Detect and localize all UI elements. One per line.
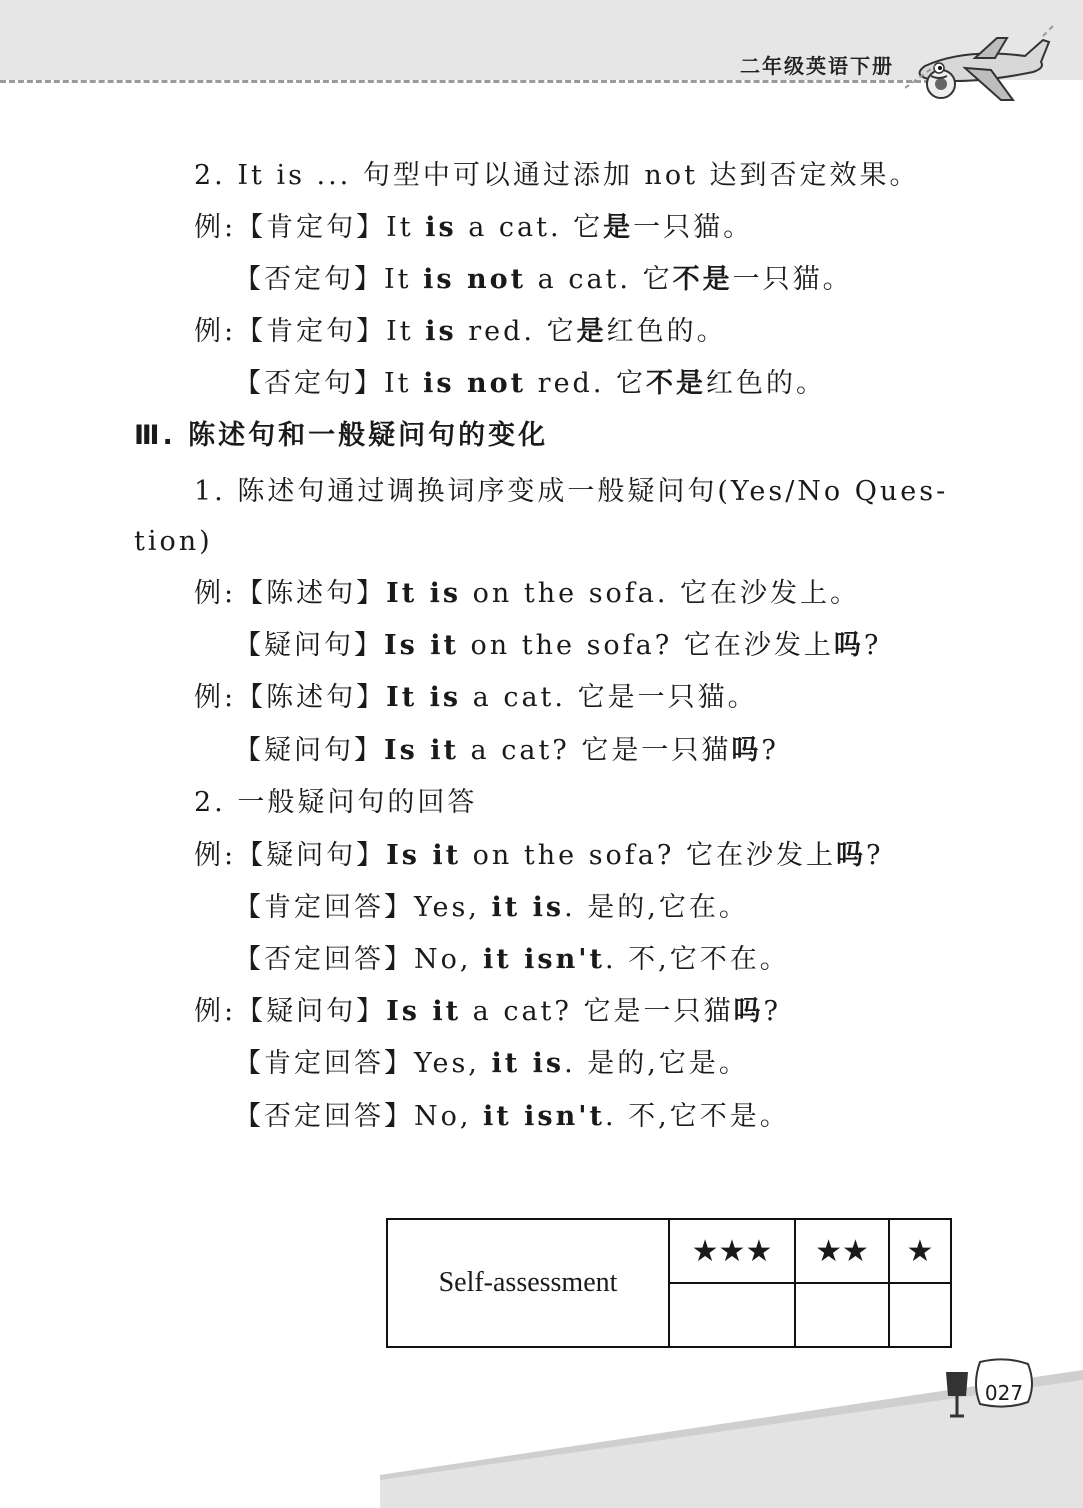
- line-text: 1. 陈述句通过调换词序变成一般疑问句(Yes/No Ques-: [194, 476, 949, 507]
- emphasis-text: 吗: [833, 630, 864, 661]
- lesson-line: [194, 474, 948, 510]
- line-text: 2. It is: [194, 160, 317, 191]
- line-text: 例:【肯定句】It: [194, 212, 426, 243]
- line-text: . 不,它不是。: [605, 1101, 790, 1132]
- rating-one-star-checkbox[interactable]: [889, 1283, 951, 1347]
- line-text: red. 它: [526, 368, 646, 399]
- lesson-line: [234, 628, 881, 664]
- page-number: 027: [984, 1381, 1024, 1405]
- line-text: a cat. 它是一只猫。: [461, 682, 758, 713]
- lesson-line: [194, 210, 753, 246]
- lesson-line: [234, 1099, 790, 1135]
- line-text: on the sofa. 它在沙发上。: [461, 578, 861, 609]
- rating-two-stars: ★★: [795, 1219, 889, 1283]
- rating-two-stars-checkbox[interactable]: [795, 1283, 889, 1347]
- emphasis-text: 是: [603, 212, 634, 243]
- emphasis-text: is not: [423, 368, 527, 399]
- line-text: 一只猫。: [732, 264, 853, 295]
- line-text: 例:【肯定句】It: [194, 316, 426, 347]
- line-text: on the sofa? 它在沙发上: [461, 840, 836, 871]
- emphasis-text: Is it: [386, 840, 462, 871]
- line-text: 红色的。: [706, 368, 826, 399]
- line-text: 【否定回答】No,: [234, 1101, 484, 1132]
- emphasis-text: is: [425, 316, 457, 347]
- emphasis-text: Is it: [386, 996, 462, 1027]
- self-assessment-table: [386, 1218, 952, 1348]
- emphasis-text: It is: [386, 682, 462, 713]
- emphasis-text: It is: [386, 578, 462, 609]
- line-text: 例:【疑问句】: [194, 840, 387, 871]
- emphasis-text: is: [425, 212, 457, 243]
- line-text: on the sofa? 它在沙发上: [458, 630, 834, 661]
- line-text: red. 它: [456, 316, 577, 347]
- line-text: a cat. 它: [456, 212, 604, 243]
- line-text: 例:【陈述句】: [194, 682, 387, 713]
- line-text: 【否定回答】No,: [234, 944, 484, 975]
- lesson-line: [194, 785, 477, 821]
- line-text: 例:【疑问句】: [194, 996, 387, 1027]
- header-divider: [0, 80, 930, 83]
- lesson-line: [234, 942, 790, 978]
- lesson-line: [234, 366, 826, 402]
- line-text: 【否定句】It: [234, 368, 424, 399]
- line-text: 【否定句】It: [234, 264, 424, 295]
- emphasis-text: Is it: [384, 630, 459, 661]
- line-text: ?: [865, 840, 884, 871]
- airplane-icon: [905, 18, 1055, 113]
- lesson-line: [234, 262, 853, 298]
- line-text: 2. 一般疑问句的回答: [194, 787, 478, 818]
- emphasis-text: 不是: [672, 264, 733, 295]
- line-text: a cat. 它: [526, 264, 673, 295]
- self-assessment-label: Self-assessment: [387, 1219, 669, 1347]
- line-text: . 不,它不在。: [605, 944, 790, 975]
- footer-band: [0, 1340, 1083, 1508]
- rating-three-stars: ★★★: [669, 1219, 795, 1283]
- section-title: Ⅲ. 陈述句和一般疑问句的变化: [134, 420, 549, 451]
- book-title: 二年级英语下册: [740, 54, 894, 78]
- lesson-line: [194, 576, 860, 612]
- emphasis-text: Is it: [384, 735, 459, 766]
- line-text: 句型中可以通过添加 not 达到否定效果。: [351, 160, 920, 191]
- line-text: ...: [316, 160, 352, 191]
- line-text: 【疑问句】: [234, 735, 384, 766]
- emphasis-text: it isn't: [483, 944, 606, 975]
- lesson-line: [194, 838, 883, 874]
- line-text: 【疑问句】: [234, 630, 384, 661]
- line-text: ?: [763, 996, 781, 1027]
- emphasis-text: it is: [491, 892, 565, 923]
- line-text: . 是的,它是。: [564, 1048, 749, 1079]
- lesson-line: [234, 1046, 749, 1082]
- line-text: 红色的。: [606, 316, 727, 347]
- section-heading: [134, 418, 548, 454]
- emphasis-text: 吗: [733, 996, 764, 1027]
- lesson-line: [234, 733, 779, 769]
- line-text: 一只猫。: [633, 212, 754, 243]
- rating-one-star: ★: [889, 1219, 951, 1283]
- line-text: 【肯定回答】Yes,: [234, 892, 492, 923]
- emphasis-text: 是: [576, 316, 607, 347]
- emphasis-text: is not: [423, 264, 527, 295]
- emphasis-text: 吗: [731, 735, 762, 766]
- line-text: tion): [134, 526, 213, 557]
- line-text: 【肯定回答】Yes,: [234, 1048, 492, 1079]
- rating-three-stars-checkbox[interactable]: [669, 1283, 795, 1347]
- line-text: ?: [761, 735, 779, 766]
- line-text: ?: [863, 630, 882, 661]
- lesson-line: [234, 890, 749, 926]
- lesson-line: [194, 994, 781, 1030]
- emphasis-text: 不是: [646, 368, 706, 399]
- lesson-line: [194, 314, 727, 350]
- emphasis-text: 吗: [835, 840, 866, 871]
- line-text: 例:【陈述句】: [194, 578, 387, 609]
- lesson-line: [194, 158, 920, 194]
- line-text: a cat? 它是一只猫: [461, 996, 734, 1027]
- emphasis-text: it isn't: [483, 1101, 606, 1132]
- line-text: a cat? 它是一只猫: [458, 735, 732, 766]
- line-text: . 是的,它在。: [564, 892, 749, 923]
- lesson-line: [134, 524, 213, 560]
- emphasis-text: it is: [491, 1048, 565, 1079]
- lesson-line: [194, 680, 758, 716]
